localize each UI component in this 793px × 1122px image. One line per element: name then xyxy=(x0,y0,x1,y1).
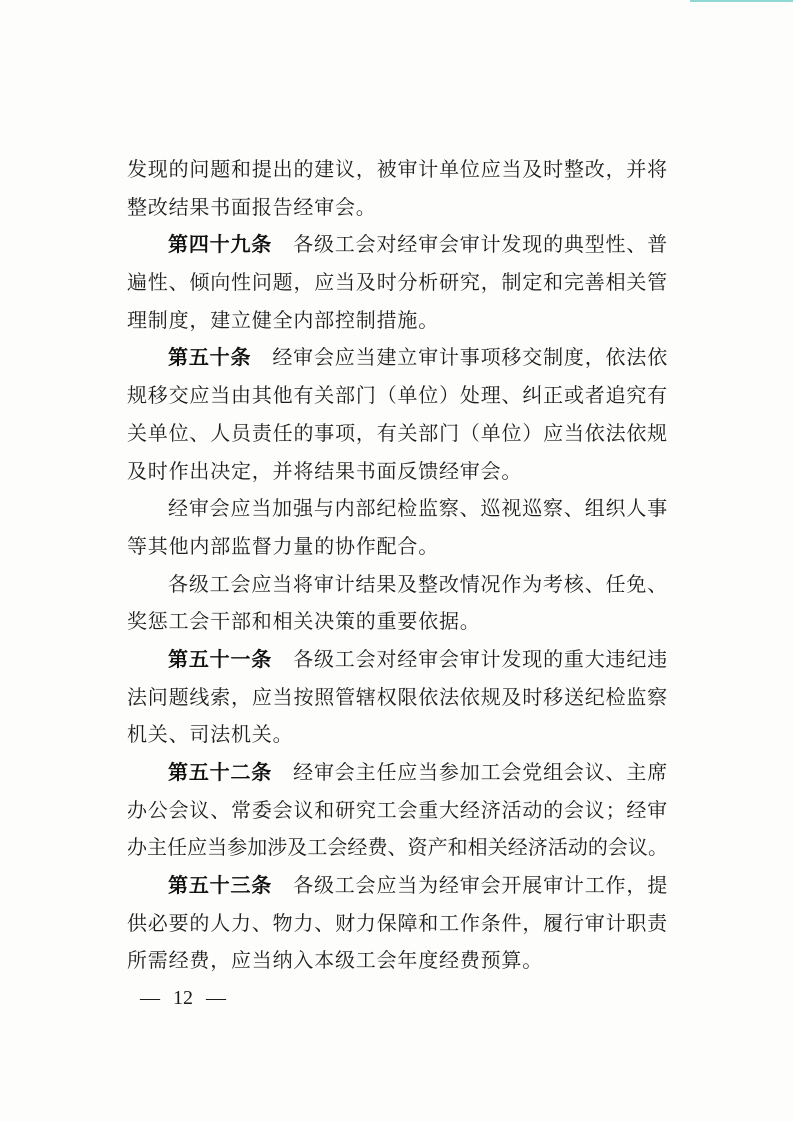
text-line: 经审会应当加强与内部纪检监察、巡视巡察、组织人事 xyxy=(168,496,668,521)
text-line: 规移交应当由其他有关部门（单位）处理、纠正或者追究有 xyxy=(127,383,668,408)
paragraph-continuation xyxy=(127,151,668,226)
text-line: 关单位、人员责任的事项，有关部门（单位）应当依法依规 xyxy=(127,420,668,445)
article-50 xyxy=(127,339,668,490)
article-line xyxy=(127,867,668,905)
text-line: 等其他内部监督力量的协作配合。 xyxy=(127,533,439,558)
text-line: 各级工会应当将审计结果及整改情况作为考核、任免、 xyxy=(168,571,668,596)
text-line: 办主任应当参加涉及工会经费、资产和相关经济活动的会议。 xyxy=(127,835,668,860)
article-51 xyxy=(127,641,668,754)
article-line xyxy=(127,226,668,264)
line-text: 经审会主任应当参加工会党组会议、主席 xyxy=(293,760,668,784)
article-line xyxy=(127,641,668,679)
article-number: 第四十九条 xyxy=(168,232,273,257)
text-line: 理制度，建立健全内部控制措施。 xyxy=(127,307,439,332)
text-line: 遍性、倾向性问题，应当及时分析研究，制定和完善相关管 xyxy=(127,270,668,295)
article-line xyxy=(127,339,668,377)
article-line xyxy=(127,754,668,792)
paragraph-coordination xyxy=(127,490,668,565)
line-text: 各级工会对经审会审计发现的重大违纪违 xyxy=(293,646,668,671)
article-number: 第五十条 xyxy=(168,345,252,370)
text-line: 整改结果书面报告经审会。 xyxy=(127,194,377,219)
text-line: 发现的问题和提出的建议，被审计单位应当及时整改，并将 xyxy=(127,157,668,181)
text-line: 及时作出决定，并将结果书面反馈经审会。 xyxy=(127,458,523,483)
line-text: 经审会应当建立审计事项移交制度，依法依 xyxy=(272,345,668,370)
article-53 xyxy=(127,867,668,980)
article-number: 第五十一条 xyxy=(168,646,273,671)
text-line: 所需经费，应当纳入本级工会年度经费预算。 xyxy=(127,948,543,973)
paragraph-audit-results xyxy=(127,566,668,641)
article-49 xyxy=(127,226,668,339)
line-text: 各级工会对经审会审计发现的典型性、普 xyxy=(293,232,668,257)
article-number: 第五十三条 xyxy=(168,873,273,898)
text-line: 奖惩工会干部和相关决策的重要依据。 xyxy=(127,609,481,634)
text-line: 机关、司法机关。 xyxy=(127,722,294,747)
article-52 xyxy=(127,754,668,867)
text-line: 供必要的人力、物力、财力保障和工作条件，履行审计职责 xyxy=(127,910,668,935)
article-number: 第五十二条 xyxy=(168,760,273,784)
page-number: — 12 — xyxy=(140,987,226,1010)
line-text: 各级工会应当为经审会开展审计工作，提 xyxy=(293,873,668,898)
document-body xyxy=(127,151,668,1018)
scan-edge-mark xyxy=(690,0,793,2)
text-line: 法问题线索，应当按照管辖权限依法依规及时移送纪检监察 xyxy=(127,684,668,709)
text-line: 办公会议、常委会议和研究工会重大经济活动的会议；经审 xyxy=(127,797,668,822)
